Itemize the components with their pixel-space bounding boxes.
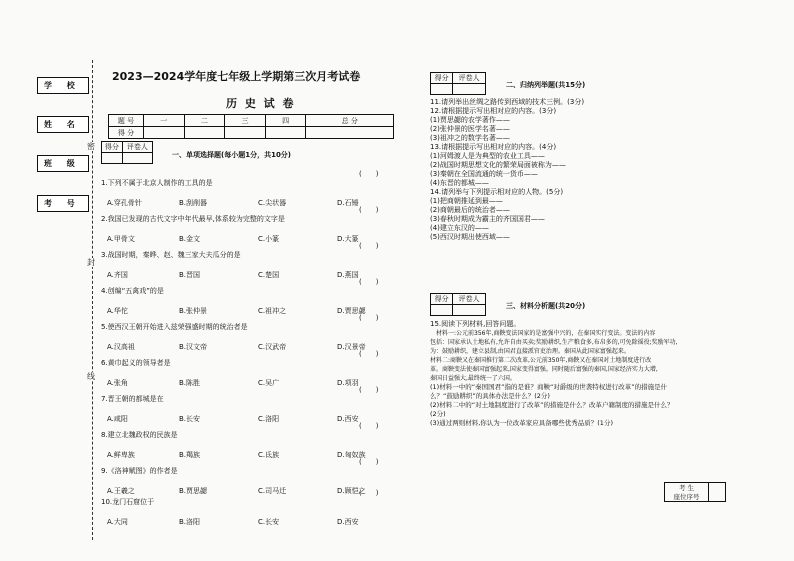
text-line: 为：鼓励耕织，建立县制,由国君直接派官吏治理。秦国从此国家富强起来。 — [430, 348, 630, 355]
text-line: 革。商鞅变法使秦国富强起来,国家变得富强。同时随后富强的秦国,国家经济实力大增, — [430, 366, 658, 373]
answer-paren[interactable]: ( ) — [359, 278, 379, 286]
school-box — [37, 77, 89, 94]
option[interactable]: D.石锤 — [337, 199, 359, 207]
grader-person-cell[interactable] — [453, 84, 486, 95]
grader-person-label: 评卷人 — [453, 294, 486, 305]
option[interactable]: B.金文 — [179, 235, 201, 243]
grader-score-label: 得分 — [431, 73, 453, 84]
text-line: (2)商朝最后的统治者—— — [430, 206, 510, 214]
option[interactable]: D.燕国 — [337, 271, 359, 279]
binding-mark-sealed: 封 — [87, 258, 95, 267]
text-line: 材料二:商鞅又在秦国推行第二次改革,公元前350年,商鞅又在秦国对土地制度进行改 — [430, 357, 652, 364]
text-line: 么？“鼓励耕织”的具体办法是什么？(2分) — [430, 392, 550, 400]
text-line: (3)通过两则材料,你认为一位改革家应具备哪些优秀品质？(1分) — [430, 419, 613, 427]
text-line: (5)西汉时期出使西域—— — [430, 233, 510, 241]
seat-cell[interactable] — [709, 483, 726, 502]
question-text: 7.晋王朝的都城是在 — [101, 395, 164, 403]
option[interactable]: B.陈胜 — [179, 379, 201, 387]
text-line: (1)河姆渡人是为典型的农业工具—— — [430, 152, 545, 160]
option[interactable]: A.咸阳 — [107, 415, 128, 423]
text-line: (2)战国时期思想文化的繁荣局面被称为—— — [430, 161, 566, 169]
score-row-label: 得 分 — [109, 127, 144, 139]
question-10 — [101, 489, 391, 526]
score-header-cell: 总 分 — [306, 115, 394, 127]
score-cell[interactable] — [144, 127, 185, 139]
text-line: 11.请列举出丝绸之路传到西域的技术三例。(3分) — [430, 98, 585, 106]
grader-person-cell[interactable] — [453, 305, 486, 316]
school-label: 学 校 — [44, 81, 81, 90]
option[interactable]: C.小篆 — [258, 235, 280, 243]
text-line: (1)材料一中的“秦国国君”指的是谁？商鞅“对爵级的世袭特权进行改革”的措施是什 — [430, 383, 668, 391]
binding-mark-line: 线 — [87, 372, 95, 381]
option[interactable]: A.张角 — [107, 379, 128, 387]
text-line: (1)贾思勰的农学著作—— — [430, 116, 510, 124]
options-row — [101, 518, 391, 527]
option[interactable]: B.刮削器 — [179, 199, 208, 207]
option[interactable]: D.项羽 — [337, 379, 359, 387]
question-2 — [101, 206, 391, 243]
answer-paren[interactable]: ( ) — [359, 458, 379, 466]
grader-score-label: 得分 — [102, 142, 123, 153]
option[interactable]: B.汉文帝 — [179, 343, 208, 351]
text-line: 材料一:公元前356年,商鞅变法国家的是富强中兴的，在秦国实行变法。变法的内容 — [430, 330, 656, 337]
question-5 — [101, 314, 391, 351]
question-8 — [101, 422, 391, 459]
option[interactable]: A.王羲之 — [107, 487, 135, 495]
binding-mark-seal: 密 — [87, 142, 95, 151]
option[interactable]: D.贾思勰 — [337, 307, 366, 315]
section2-title: 二、归纳列举题(共15分) — [506, 81, 586, 89]
class-label: 班 级 — [44, 159, 81, 168]
answer-paren[interactable]: ( ) — [359, 206, 379, 214]
option[interactable]: A.穿孔骨针 — [107, 199, 142, 207]
score-cell[interactable] — [225, 127, 266, 139]
text-line: (2)张仲景的医学名著—— — [430, 125, 510, 133]
option[interactable]: A.汉高祖 — [107, 343, 135, 351]
question-1 — [101, 170, 391, 207]
option[interactable]: B.张仲景 — [179, 307, 208, 315]
option[interactable]: A.华佗 — [107, 307, 128, 315]
grader-score-label: 得分 — [431, 294, 453, 305]
option[interactable]: C.楚国 — [258, 271, 280, 279]
question-6 — [101, 350, 391, 387]
question-text: 6.黄巾起义的领导者是 — [101, 359, 171, 367]
option[interactable]: C.氐族 — [258, 451, 280, 459]
question-3 — [101, 242, 391, 279]
option[interactable]: C.长安 — [258, 518, 280, 526]
grader-box-2 — [430, 72, 486, 95]
exam-number-box — [37, 195, 89, 212]
answer-paren[interactable]: ( ) — [359, 314, 379, 322]
option[interactable]: B.贾思勰 — [179, 487, 208, 495]
text-line: (1)把商朝推延到最—— — [430, 197, 503, 205]
grader-person-cell[interactable] — [122, 153, 152, 164]
text-line: (4)东晋的都城—— — [430, 179, 489, 187]
section3-title: 三、材料分析题(共20分) — [506, 302, 586, 310]
option[interactable]: A.鲜卑族 — [107, 451, 135, 459]
text-line: (3)春秋时期成为霸主的齐国国君—— — [430, 215, 545, 223]
score-header-cell: 一 — [144, 115, 185, 127]
question-9 — [101, 458, 391, 495]
score-cell[interactable] — [184, 127, 225, 139]
class-box — [37, 155, 89, 172]
option[interactable]: C.汉武帝 — [258, 343, 287, 351]
option[interactable]: A.甲骨文 — [107, 235, 135, 243]
seat-label-1: 考 生 — [665, 483, 709, 493]
name-box — [37, 116, 89, 133]
option[interactable]: B.晋国 — [179, 271, 201, 279]
name-label: 姓 名 — [44, 120, 81, 129]
score-cell[interactable] — [265, 127, 306, 139]
grader-box-3 — [430, 293, 486, 316]
option[interactable]: C.吴广 — [258, 379, 280, 387]
option[interactable]: D.西安 — [337, 518, 359, 526]
text-line: 秦国日益强大,最终统一了六国。 — [430, 375, 516, 382]
option[interactable]: A.大同 — [107, 518, 128, 526]
grader-box-1 — [101, 141, 153, 164]
answer-paren[interactable]: ( ) — [359, 489, 379, 497]
section3-body — [430, 320, 730, 428]
score-header-cell: 二 — [184, 115, 225, 127]
option[interactable]: A.齐国 — [107, 271, 128, 279]
option[interactable]: D.顾恺之 — [337, 487, 366, 495]
score-table — [108, 114, 394, 139]
option[interactable]: D.西安 — [337, 415, 359, 423]
text-line: 包括：国家承认土地私有,允许自由买卖;奖励耕织,生产粮食多,布帛多的,可免除徭役;奖励军功, — [430, 339, 678, 346]
text-line: 12.请根据提示写出相对应的内容。(3分) — [430, 107, 557, 115]
grader-person-label: 评卷人 — [122, 142, 152, 153]
score-header-cell: 四 — [265, 115, 306, 127]
seat-label-2: 座位序号 — [665, 492, 709, 502]
option[interactable]: B.羯族 — [179, 451, 201, 459]
grader-score-cell[interactable] — [431, 305, 453, 316]
answer-paren[interactable]: ( ) — [359, 422, 379, 430]
option[interactable]: C.祖冲之 — [258, 307, 287, 315]
seat-number-box — [664, 482, 726, 502]
option[interactable]: B.洛阳 — [179, 518, 201, 526]
question-7 — [101, 386, 391, 423]
text-line: (2)材料二中的“对土地制度进行了改革”的措施是什么？改革户籍制度的措施是什么？ — [430, 401, 674, 409]
score-cell[interactable] — [306, 127, 394, 139]
subject-title: 历 史 试 卷 — [226, 97, 296, 110]
question-text: 9.《洛神赋图》的作者是 — [101, 467, 178, 475]
text-line: (4)建立东汉的—— — [430, 224, 489, 232]
score-header-cell: 题 号 — [109, 115, 144, 127]
text-line: 15.阅读下列材料,回答问题。 — [430, 320, 521, 328]
question-text: 3.战国时期，秦晔、赵、魏三家大夫瓜分的是 — [101, 251, 241, 259]
section1-title: 一、单项选择题(每小题1分，共10分) — [172, 151, 292, 159]
question-text: 10.龙门石窟位于 — [101, 498, 155, 506]
question-text: 5.使西汉王朝开始进入兹荣强盛时期的统治者是 — [101, 323, 248, 331]
exam-number-label: 考 号 — [44, 199, 81, 208]
option[interactable]: C.尖状器 — [258, 199, 287, 207]
answer-paren[interactable]: ( ) — [359, 350, 379, 358]
text-line: (3)祖冲之的数学名著—— — [430, 134, 510, 142]
option[interactable]: D.汉景帝 — [337, 343, 366, 351]
text-line: (3)秦朝在全国流通的统一货币—— — [430, 170, 538, 178]
text-line: 13.请根据提示写出相对应的内容。(4分) — [430, 143, 557, 151]
exam-title: 2023—2024学年度七年级上学期第三次月考试卷 — [112, 70, 361, 83]
option[interactable]: D.匈奴族 — [337, 451, 366, 459]
binding-line — [92, 60, 93, 540]
answer-paren[interactable]: ( ) — [359, 170, 379, 178]
question-text: 8.建立北魏政权的民族是 — [101, 431, 178, 439]
option[interactable]: B.长安 — [179, 415, 201, 423]
question-text: 1.下列不属于北京人制作的工具的是 — [101, 179, 213, 187]
option[interactable]: C.洛阳 — [258, 415, 280, 423]
option[interactable]: C.司马迁 — [258, 487, 287, 495]
text-line: (2分) — [430, 410, 446, 418]
answer-paren[interactable]: ( ) — [359, 242, 379, 250]
option[interactable]: D.大篆 — [337, 235, 359, 243]
grader-person-label: 评卷人 — [453, 73, 486, 84]
question-text: 2.我国已发现的古代文字中年代最早,体系较为完整的文字是 — [101, 215, 285, 223]
grader-score-cell[interactable] — [102, 153, 123, 164]
section2-body — [430, 98, 730, 242]
question-4 — [101, 278, 391, 315]
grader-score-cell[interactable] — [431, 84, 453, 95]
text-line: 14.请列举与下列提示相对应的人物。(5分) — [430, 188, 564, 196]
question-text: 4.创编“五禽戏”的是 — [101, 287, 164, 295]
answer-paren[interactable]: ( ) — [359, 386, 379, 394]
score-header-cell: 三 — [225, 115, 266, 127]
